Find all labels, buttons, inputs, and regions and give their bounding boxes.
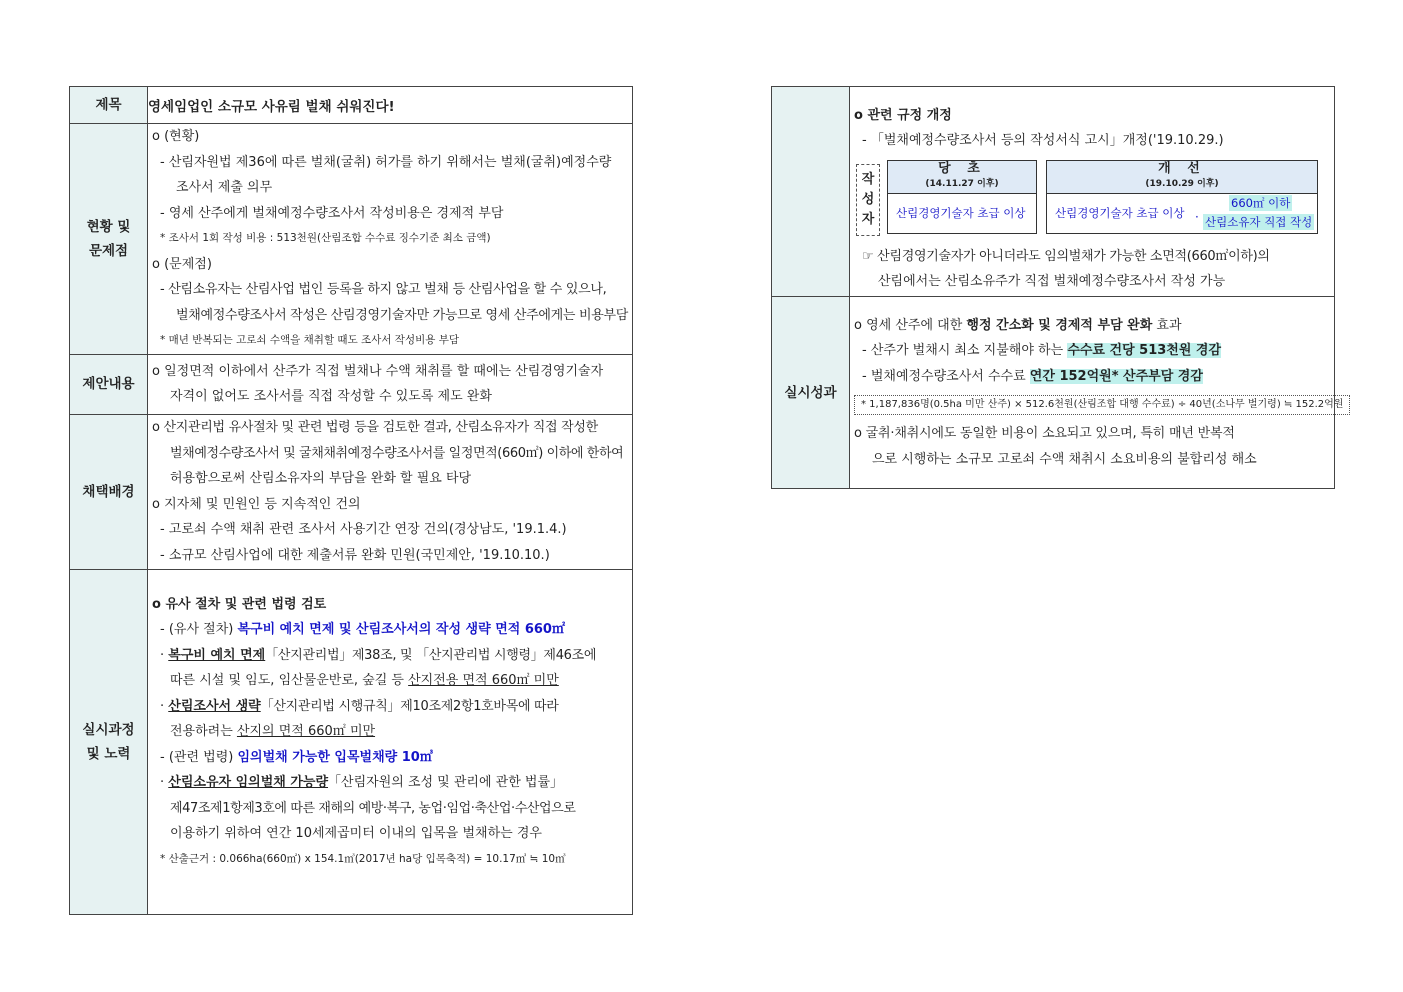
document-title: 영세임업인 소규모 사유림 벌채 쉬워진다!: [148, 87, 633, 124]
author-side-label: [856, 164, 880, 236]
before-date: (14.11.27 이후): [925, 178, 999, 189]
proposal-content: [148, 354, 633, 414]
current-note: * 조사서 1회 작성 비용 : 513천원(산림조합 수수료 징수기준 최소 금액): [160, 232, 491, 244]
after-header: [1047, 161, 1317, 194]
current-line: o (문제점): [152, 256, 212, 272]
current-line: - 영세 산주에게 벌채예정수량조사서 작성비용은 경제적 부담: [160, 205, 504, 221]
reform-heading: o 관련 규정 개정: [854, 107, 952, 123]
process-text: 「산림자원의 조성 및 관리에 관한 법률」: [328, 775, 564, 790]
process-text: - (관련 법령): [160, 749, 238, 765]
result-text: - 산주가 벌채시 최소 지불해야 하는: [862, 343, 1068, 359]
before-box: [887, 160, 1037, 234]
author-char: 자: [861, 211, 875, 227]
reform-label-cell: [772, 87, 850, 297]
result-content: [850, 297, 1344, 489]
result-text: - 벌채예정수량조사서 수수료: [862, 368, 1030, 384]
process-heading: o 유사 절차 및 관련 법령 검토: [152, 596, 327, 612]
process-line: [148, 668, 632, 694]
current-line: o (현황): [152, 129, 200, 144]
before-body: 산림경영기술자 초급 이상: [896, 205, 1026, 220]
reform-note: 산림에서는 산림소유주가 직접 벌채예정수량조사서 작성 가능: [878, 274, 1226, 289]
current-label-line-2: 문제점: [88, 242, 129, 259]
process-line: 제47조제1항제3호에 따른 재해의 예방·복구, 농업·임업·축산업·수산업으로: [170, 800, 576, 816]
after-title: 개 선: [1158, 160, 1206, 176]
proposal-line: 자격이 없어도 조사서를 직접 작성할 수 있도록 제도 완화: [170, 389, 492, 404]
current-line: - 산림소유자는 산림사업 법인 등록을 하지 않고 벌채 등 산림사업을 할 수 있으나,: [160, 282, 607, 297]
process-line: · 산림소유자 임의벌채 가능량「산림자원의 조성 및 관리에 관한 법률」: [160, 775, 564, 790]
result-line: [850, 313, 1334, 339]
process-underline: 산지의 면적 660㎡ 미만: [236, 724, 376, 739]
result-bold: 행정 간소화 및 경제적 부담 완화: [966, 317, 1153, 333]
result-highlight: 수수료 건당 513천원 경감: [1067, 343, 1222, 359]
current-status-label: [70, 124, 148, 355]
current-line: 조사서 제출 의무: [176, 180, 273, 195]
current-label-line-1: 현황 및: [86, 218, 131, 235]
result-line: [850, 364, 1334, 390]
current-line: 벌채예정수량조사서 작성은 산림경영기술자만 가능므로 영세 산주에게는 비용부담: [176, 307, 629, 323]
result-line: o 굴취·채취시에도 동일한 비용이 소요되고 있으며, 특히 매년 반복적: [854, 426, 1235, 442]
after-tag-owner: 산림소유자 직접 작성: [1205, 214, 1313, 229]
background-line: o 지자체 및 민원인 등 지속적인 건의: [152, 496, 361, 512]
before-header: [888, 161, 1036, 194]
process-line: 이용하기 위하여 연간 10세제곱미터 이내의 입목을 벌채하는 경우: [170, 826, 542, 841]
process-line: [148, 745, 632, 771]
process-highlight: 임의벌채 가능한 입목벌채량 10㎥: [237, 749, 433, 765]
result-footnote: * 1,187,836명(0.5ha 미만 산주) × 512.6천원(산림조합 대행 수수료) ÷ 40년(소나무 벌기령) ≒ 152.2억원: [854, 395, 1350, 415]
process-label: [70, 569, 148, 914]
comparison-box: [850, 160, 1334, 240]
right-table: [771, 86, 1344, 489]
author-char: 작: [861, 171, 875, 187]
left-table: [69, 86, 633, 915]
before-title: 당 초: [938, 160, 986, 176]
process-text: 「산지관리법 시행규칙」제10조제2항1호바목에 따라: [260, 698, 559, 714]
current-status-content: [148, 124, 633, 355]
process-content: [148, 569, 633, 914]
process-underline: 산지전용 면적 660㎡ 미만: [408, 673, 559, 688]
process-text: 「산지관리법」제38조, 및 「산지관리법 시행령」제46조에: [265, 647, 597, 663]
after-tag-area: 660㎡ 이하: [1231, 195, 1291, 210]
process-text: 따른 시설 및 임도, 임산물운반로, 숲길 등: [170, 673, 409, 688]
reform-line: - 「벌채예정수량조사서 등의 작성서식 고시」개정('19.10.29.): [862, 133, 1224, 148]
process-line: · 복구비 예치 면제「산지관리법」제38조, 및 「산지관리법 시행령」제46조에: [160, 647, 597, 663]
current-line: - 산림자원법 제36에 따른 벌채(굴취) 허가를 하기 위해서는 벌채(굴취)예정수량: [160, 154, 612, 170]
background-line: 허용함으로써 산림소유자의 부담을 완화 할 필요 타당: [170, 471, 472, 486]
background-content: [148, 414, 633, 569]
process-highlight: 복구비 예치 면제 및 산림조사서의 작성 생략 면적 660㎡: [237, 622, 565, 637]
result-label: 실시성과: [772, 297, 850, 489]
after-date: (19.10.29 이후): [1145, 178, 1219, 189]
reform-content: [850, 87, 1335, 297]
reform-note: ☞ 산림경영기술자가 아니더라도 임의벌채가 가능한 소면적(660㎡이하)의: [862, 248, 1270, 264]
process-line: [148, 617, 632, 643]
title-label: 제목: [70, 87, 148, 124]
process-line: · 산림조사서 생략「산지관리법 시행규칙」제10조제2항1호바목에 따라: [160, 698, 559, 714]
result-line: 으로 시행하는 소규모 고로쇠 수액 채취시 소요비용의 불합리성 해소: [872, 451, 1257, 467]
background-label: 채택배경: [70, 414, 148, 569]
process-text: - (유사 절차): [160, 622, 238, 637]
background-line: - 소규모 산림사업에 대한 제출서류 완화 민원(국민제안, '19.10.10.): [160, 547, 550, 563]
background-line: - 고로쇠 수액 채취 관련 조사서 사용기간 연장 건의(경상남도, '19.1.4.): [160, 522, 567, 537]
process-line: [148, 719, 632, 745]
author-char: 성: [861, 191, 875, 207]
background-line: 벌채예정수량조사서 및 굴채채취예정수량조사서를 일정면적(660㎡) 이하에 한하여: [170, 445, 624, 461]
process-note: * 산출근거 : 0.066ha(660㎡) x 154.1㎥(2017년 ha당 입목축적) = 10.17㎥ ≒ 10㎥: [160, 852, 566, 865]
process-label-line-2: 및 노력: [86, 745, 131, 762]
after-body: 산림경영기술자 초급 이상: [1055, 205, 1185, 220]
result-line: [850, 338, 1334, 364]
result-text: 효과: [1152, 317, 1182, 333]
result-highlight: 연간 152억원* 산주부담 경감: [1029, 368, 1203, 384]
proposal-line: o 일정면적 이하에서 산주가 직접 벌채나 수액 채취를 할 때에는 산림경영기술자: [152, 363, 604, 379]
background-line: o 산지관리법 유사절차 및 관련 법령 등을 검토한 결과, 산림소유자가 직접 작성한: [152, 420, 598, 435]
process-term: 복구비 예치 면제: [168, 647, 266, 663]
process-label-line-1: 실시과정: [82, 721, 135, 738]
current-note: * 매년 반복되는 고로쇠 수액을 채취할 때도 조사서 작성비용 부담: [160, 334, 460, 346]
proposal-label: 제안내용: [70, 354, 148, 414]
process-text: 전용하려는: [170, 724, 237, 739]
process-term: 산림조사서 생략: [168, 698, 261, 714]
process-term: 산림소유자 임의벌채 가능량: [168, 775, 329, 790]
after-box: [1046, 160, 1318, 234]
result-text: o 영세 산주에 대한: [854, 317, 967, 333]
after-dot: ·: [1195, 209, 1199, 224]
